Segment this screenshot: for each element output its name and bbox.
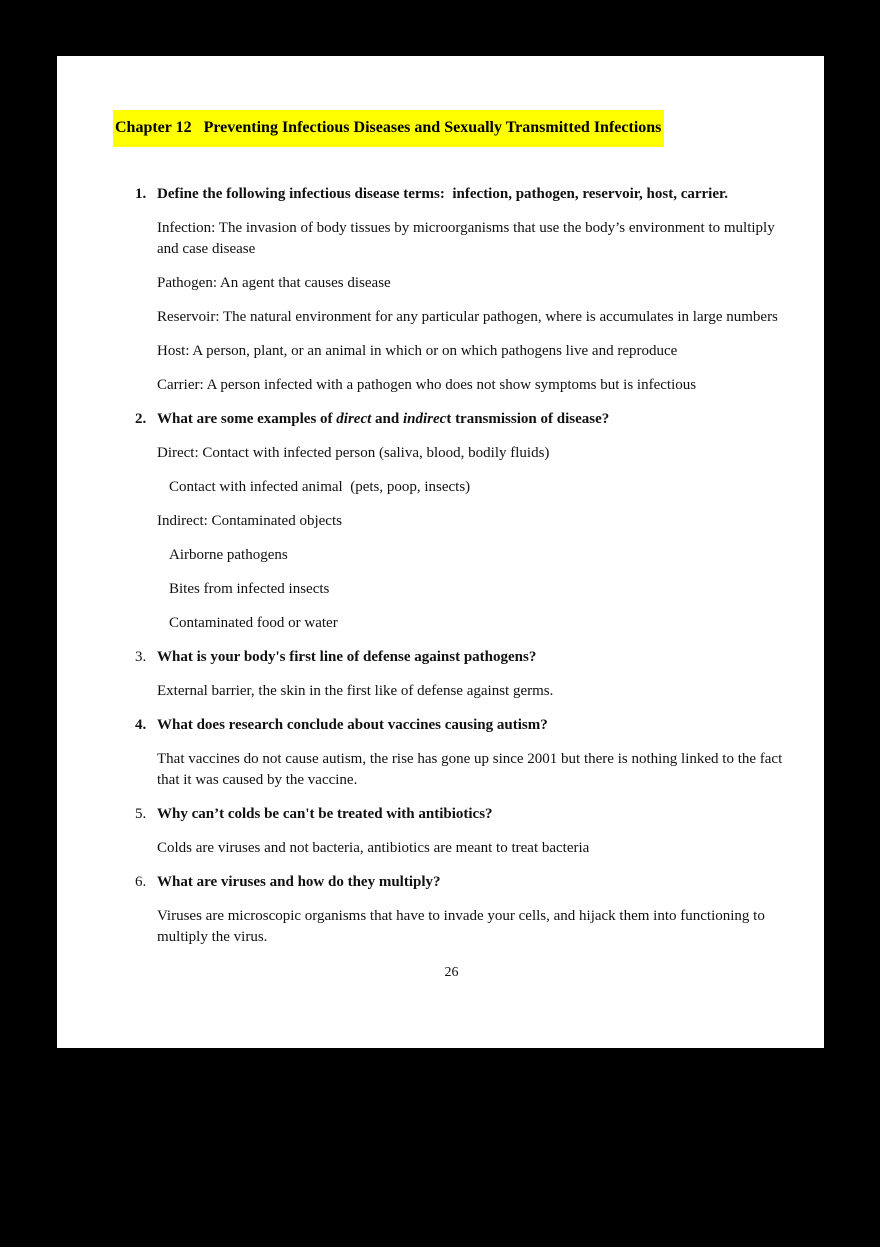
- question-text: What is your body's first line of defense against pathogens?: [157, 649, 537, 665]
- question-row: [135, 184, 790, 205]
- title-line: [113, 110, 790, 147]
- question-item-2: [113, 409, 790, 634]
- question-row: [135, 409, 790, 430]
- answer-text: Pathogen: An agent that causes disease: [157, 275, 391, 291]
- question-text: Why can’t colds be can't be treated with antibiotics?: [157, 806, 493, 822]
- answer-text: Contaminated food or water: [169, 615, 338, 631]
- question-text-part-italic: indirec: [402, 411, 447, 427]
- answer-text: Viruses are microscopic organisms that have to invade your cells, and hijack them into functioning to multiply the virus.: [157, 908, 769, 945]
- question-number: 3.: [135, 649, 147, 665]
- question-item-4: [113, 715, 790, 791]
- answer-text: Direct: Contact with infected person (saliva, blood, bodily fluids): [157, 445, 550, 461]
- answer-text: Colds are viruses and not bacteria, antibiotics are meant to treat bacteria: [157, 840, 590, 856]
- question-text: What are viruses and how do they multiply?: [157, 874, 441, 890]
- question-item-1: [113, 184, 790, 396]
- answer-text: That vaccines do not cause autism, the rise has gone up since 2001 but there is nothing linked to the fact that it was caused by the vaccine.: [157, 751, 787, 788]
- answer-text: Indirect: Contaminated objects: [157, 513, 342, 529]
- answer-text: Contact with infected animal (pets, poop, insects): [169, 479, 471, 495]
- question-item-6: [113, 872, 790, 948]
- question-text: Define the following infectious disease terms: infection, pathogen, reservoir, host, carrier.: [157, 186, 729, 202]
- chapter-title: Chapter 12 Preventing Infectious Diseases and Sexually Transmitted Infections: [113, 110, 664, 147]
- document-page: [57, 56, 824, 1048]
- question-item-5: [113, 804, 790, 859]
- question-number: 1.: [135, 186, 147, 202]
- page-content: [57, 56, 824, 983]
- question-number: 4.: [135, 717, 147, 733]
- answer-text: External barrier, the skin in the first like of defense against germs.: [157, 683, 554, 699]
- question-row: [135, 804, 790, 825]
- question-row: [135, 872, 790, 893]
- question-text: [157, 409, 609, 430]
- question-row: [135, 715, 790, 736]
- question-text: What does research conclude about vaccines causing autism?: [157, 717, 548, 733]
- answer-text: Infection: The invasion of body tissues by microorganisms that use the body’s environment to multiply and case disease: [157, 220, 779, 257]
- answer-text: Airborne pathogens: [169, 547, 288, 563]
- question-number: 6.: [135, 874, 147, 890]
- answer-text: Carrier: A person infected with a pathogen who does not show symptoms but is infectious: [157, 377, 697, 393]
- answer-text: Reservoir: The natural environment for any particular pathogen, where is accumulates in large numbers: [157, 309, 778, 325]
- question-text-part: What are some examples of: [157, 411, 337, 427]
- question-text-part: transmission of disease?: [451, 411, 610, 427]
- question-text-part-italic: direct: [336, 411, 372, 427]
- question-item-3: [113, 647, 790, 702]
- question-number: 2.: [135, 411, 147, 427]
- answer-text: Host: A person, plant, or an animal in which or on which pathogens live and reproduce: [157, 343, 678, 359]
- question-number: 5.: [135, 806, 147, 822]
- question-text-part: t: [446, 411, 452, 427]
- answer-text: Bites from infected insects: [169, 581, 330, 597]
- question-row: [135, 647, 790, 668]
- page-number: 26: [444, 965, 459, 980]
- question-text-part: and: [371, 411, 403, 427]
